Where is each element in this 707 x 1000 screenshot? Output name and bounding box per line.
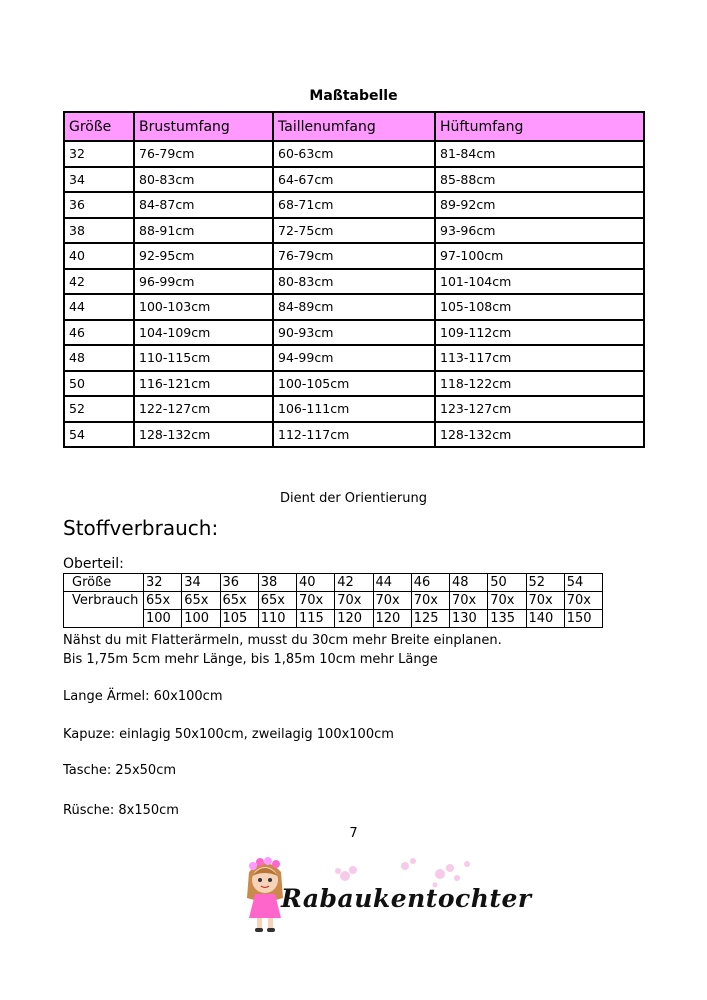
usage-size-cell: 40 [297,574,335,592]
table-cell: 50 [64,371,134,397]
table-cell: 128-132cm [134,422,273,448]
size-table-title: Maßtabelle [309,88,398,104]
table-cell: 123-127cm [435,396,644,422]
table-cell: 42 [64,269,134,295]
table-cell: 112-117cm [273,422,435,448]
size-table [63,111,645,448]
table-cell: 90-93cm [273,320,435,346]
table-cell: 93-96cm [435,218,644,244]
table-cell: 104-109cm [134,320,273,346]
brand-wordmark: Rabaukentochter [281,884,532,913]
table-cell: 76-79cm [273,243,435,269]
table-row [64,294,644,320]
usage-amount-cell [220,592,258,628]
usage-amount-cell [564,592,602,628]
table-cell: 64-67cm [273,167,435,193]
table-cell: 68-71cm [273,192,435,218]
fabric-heading: Stoffverbrauch: [63,516,219,540]
usage-size-cell: 32 [144,574,182,592]
usage-amount-cell [144,592,182,628]
table-cell: 40 [64,243,134,269]
table-cell: 97-100cm [435,243,644,269]
usage-amount-cell [335,592,373,628]
usage-length: 130 [450,609,487,627]
size-table-header-row [64,112,644,141]
table-cell: 113-117cm [435,345,644,371]
usage-size-cell: 52 [526,574,564,592]
bodice-subheading: Oberteil: [63,556,124,572]
table-cell: 106-111cm [273,396,435,422]
table-cell: 88-91cm [134,218,273,244]
table-cell: 85-88cm [435,167,644,193]
usage-size-cell: 54 [564,574,602,592]
table-cell: 60-63cm [273,141,435,167]
table-cell: 110-115cm [134,345,273,371]
table-row [64,167,644,193]
table-row [64,269,644,295]
usage-length: 125 [412,609,449,627]
table-cell: 80-83cm [273,269,435,295]
table-cell: 94-99cm [273,345,435,371]
usage-width: 70x [566,593,591,608]
hood-line: Kapuze: einlagig 50x100cm, zweilagig 100x100cm [63,727,394,742]
usage-size-cell: 36 [220,574,258,592]
ruffle-line: Rüsche: 8x150cm [63,803,179,818]
usage-length: 100 [144,609,181,627]
usage-width: 65x [184,593,209,608]
usage-length: 140 [527,609,564,627]
table-cell: 84-89cm [273,294,435,320]
brand-logo [235,852,532,937]
usage-width: 70x [413,593,438,608]
table-cell: 100-103cm [134,294,273,320]
usage-size-row [64,574,603,592]
usage-amount-cell [182,592,220,628]
table-cell: 128-132cm [435,422,644,448]
usage-size-cell: 38 [258,574,296,592]
pocket-line: Tasche: 25x50cm [63,763,177,778]
header-waist: Taillenumfang [273,112,435,141]
table-cell: 32 [64,141,134,167]
page-number: 7 [349,826,358,841]
table-row [64,243,644,269]
usage-length: 120 [335,609,372,627]
usage-width: 70x [490,593,515,608]
usage-amount-cell [450,592,488,628]
usage-length: 105 [221,609,258,627]
header-hip: Hüftumfang [435,112,644,141]
usage-size-cell: 42 [335,574,373,592]
usage-size-cell: 46 [411,574,449,592]
table-cell: 76-79cm [134,141,273,167]
table-cell: 38 [64,218,134,244]
table-cell: 96-99cm [134,269,273,295]
table-cell: 44 [64,294,134,320]
table-cell: 34 [64,167,134,193]
usage-width: 70x [299,593,324,608]
usage-size-cell: 44 [373,574,411,592]
table-cell: 101-104cm [435,269,644,295]
table-row [64,192,644,218]
flutter-sleeve-note: Nähst du mit Flatterärmeln, musst du 30cm mehr Breite einplanen. [63,633,502,648]
table-cell: 81-84cm [435,141,644,167]
usage-amount-cell [411,592,449,628]
usage-width: 65x [222,593,247,608]
usage-size-cell: 34 [182,574,220,592]
table-cell: 48 [64,345,134,371]
usage-amount-label: Verbrauch [64,592,144,628]
usage-amount-cell [373,592,411,628]
usage-length: 100 [182,609,219,627]
header-bust: Brustumfang [134,112,273,141]
header-size: Größe [64,112,134,141]
table-cell: 105-108cm [435,294,644,320]
table-cell: 46 [64,320,134,346]
usage-width: 70x [337,593,362,608]
table-cell: 109-112cm [435,320,644,346]
long-sleeves-line: Lange Ärmel: 60x100cm [63,689,223,704]
table-cell: 116-121cm [134,371,273,397]
table-row [64,141,644,167]
usage-width: 70x [375,593,400,608]
usage-width: 65x [146,593,171,608]
fabric-usage-table [63,573,603,628]
table-row [64,396,644,422]
usage-amount-cell [526,592,564,628]
usage-amount-row [64,592,603,628]
table-cell: 84-87cm [134,192,273,218]
table-cell: 122-127cm [134,396,273,422]
orientation-note: Dient der Orientierung [279,491,428,506]
table-cell: 80-83cm [134,167,273,193]
usage-length: 110 [259,609,296,627]
table-cell: 100-105cm [273,371,435,397]
table-cell: 36 [64,192,134,218]
usage-length: 120 [374,609,411,627]
table-cell: 72-75cm [273,218,435,244]
table-row [64,422,644,448]
table-cell: 54 [64,422,134,448]
usage-length: 135 [488,609,525,627]
table-row [64,320,644,346]
table-row [64,371,644,397]
usage-length: 115 [297,609,334,627]
usage-width: 70x [528,593,553,608]
table-row [64,345,644,371]
usage-amount-cell [297,592,335,628]
usage-size-cell: 50 [488,574,526,592]
usage-size-cell: 48 [450,574,488,592]
table-cell: 92-95cm [134,243,273,269]
table-cell: 89-92cm [435,192,644,218]
table-row [64,218,644,244]
table-cell: 118-122cm [435,371,644,397]
usage-width: 65x [260,593,285,608]
length-note: Bis 1,75m 5cm mehr Länge, bis 1,85m 10cm mehr Länge [63,652,438,667]
usage-width: 70x [452,593,477,608]
usage-amount-cell [258,592,296,628]
usage-length: 150 [565,609,602,627]
usage-amount-cell [488,592,526,628]
usage-size-label: Größe [64,574,144,592]
table-cell: 52 [64,396,134,422]
